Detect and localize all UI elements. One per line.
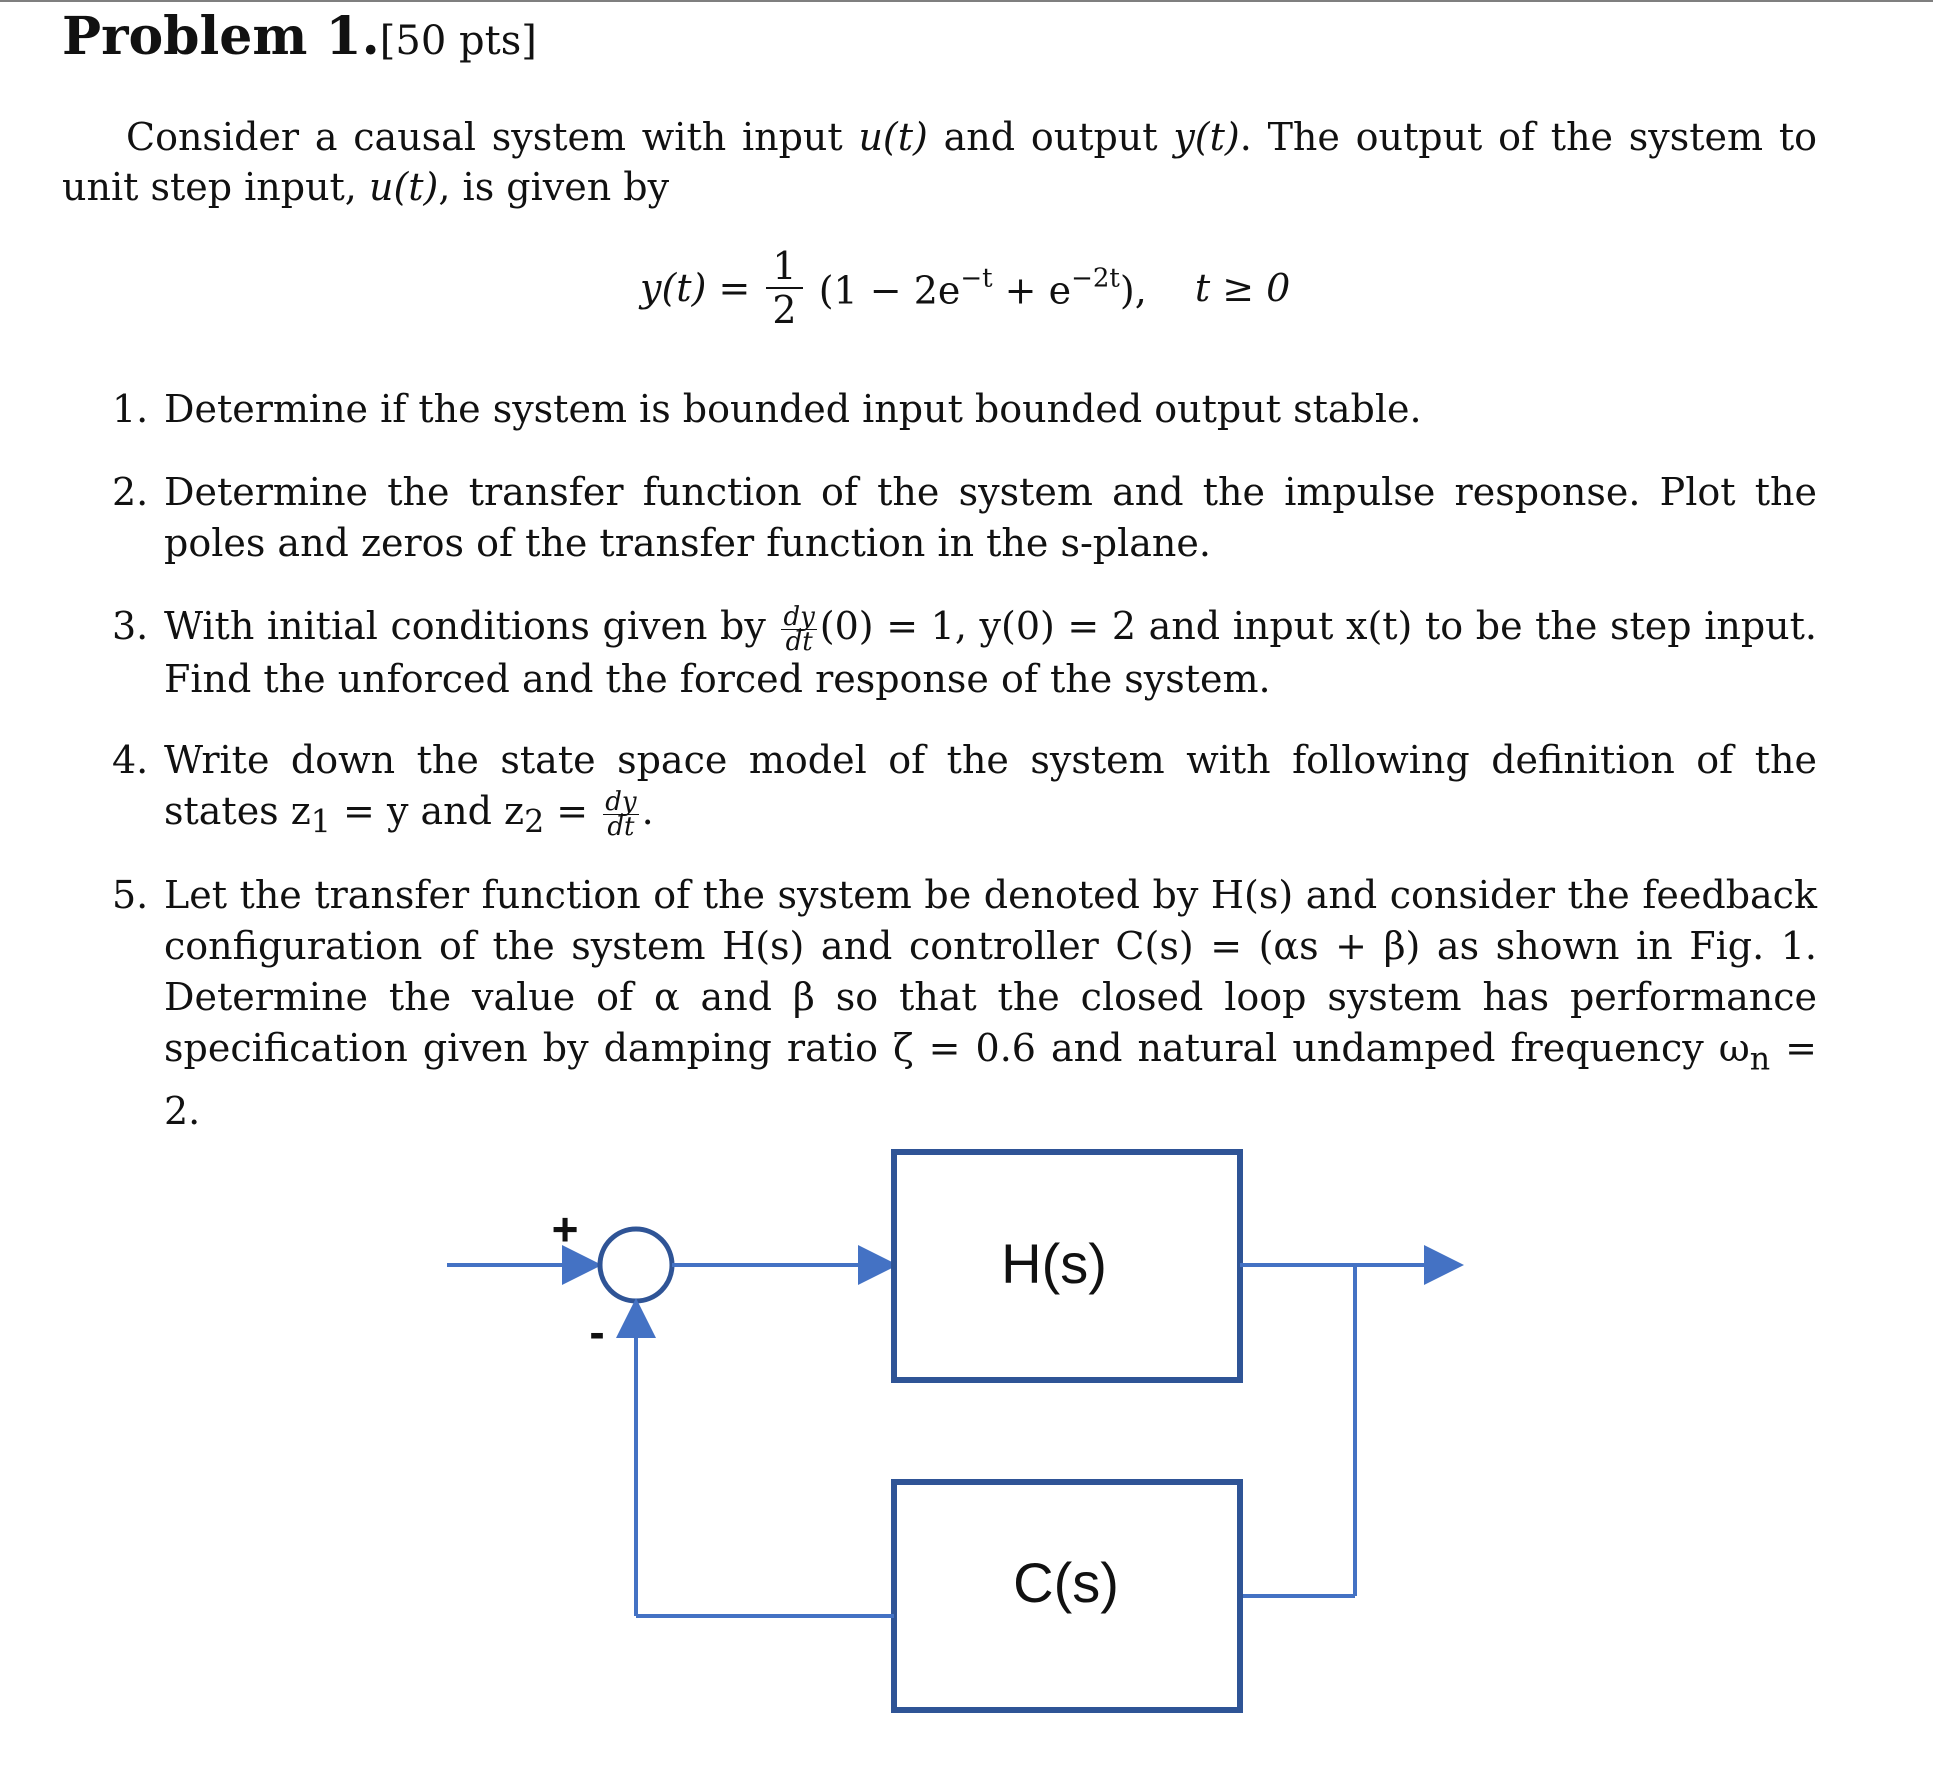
item-number: 3.	[112, 604, 149, 648]
list-item	[112, 384, 1817, 435]
item-text: Determine the transfer function of the system and the impulse response. Plot the poles and zeros of the transfer function in the s-plane.	[164, 470, 1817, 565]
top-rule	[0, 0, 1933, 2]
list-item	[112, 601, 1817, 705]
item-text: Let the transfer function of the system be denoted by H(s) and consider the feedback configuration of the system H(s) and controller C(s) = (αs + β) as shown in Fig. 1. Determine the value of α and β so that the closed loop system has performance specification given by damping ratio ζ = 0.6 and natural undamped frequency $\omega_n = 2$.	[164, 873, 1818, 1133]
item-number: 1.	[112, 387, 149, 431]
equation-lhs: y(t) =	[640, 266, 751, 310]
input-signal: u(t)	[858, 115, 928, 159]
item-text: Determine if the system is bounded input bounded output stable.	[164, 387, 1422, 431]
derivative-fraction: $\frac{dy}{dt}$	[783, 602, 815, 657]
summing-junction	[600, 1229, 672, 1301]
input-signal: u(t)	[368, 165, 439, 209]
problem-title: Problem 1.	[62, 6, 380, 67]
item-number: 4.	[112, 738, 149, 782]
intro-text: and output	[943, 115, 1158, 159]
plant-label: H(s)	[1001, 1232, 1107, 1295]
equation-condition: t ≥ 0	[1194, 266, 1291, 310]
intro-text: Consider a causal system with input	[126, 115, 843, 159]
minus-sign: -	[589, 1306, 605, 1358]
equation-fraction: $\frac{1}{2}$	[766, 245, 802, 331]
list-item	[112, 870, 1817, 1137]
controller-label: C(s)	[1013, 1551, 1119, 1614]
item-number: 2.	[112, 470, 149, 514]
item-text: With initial conditions given by $\frac{dy}{dt}$ (0) = 1, y(0) = 2 and input x(t) to be the step input. Find the unforced and the forced response of the system.	[164, 602, 1817, 701]
feedback-block-diagram	[0, 1120, 1933, 1740]
step-response-equation	[640, 245, 1290, 355]
intro-text: , is given by	[438, 165, 670, 209]
problem-heading	[62, 6, 537, 67]
item-text: Write down the state space model of the system with following definition of the states $z_1 = y$ and $z_2$ = $\frac{dy}{dt}$ .	[164, 738, 1817, 842]
derivative-fraction: $\frac{dy}{dt}$	[605, 787, 637, 842]
intro-paragraph	[62, 112, 1817, 212]
item-number: 5.	[112, 873, 149, 917]
intro-text: . The output of the system to unit step input,	[62, 115, 1817, 209]
problem-points: [50 pts]	[379, 18, 537, 64]
output-signal: y(t)	[1173, 115, 1240, 159]
list-item	[112, 735, 1817, 849]
equation-body: $(1 - 2e^{-t} + e^{-2t})$,	[818, 263, 1147, 313]
list-item	[112, 467, 1817, 569]
plus-sign: +	[551, 1203, 579, 1255]
